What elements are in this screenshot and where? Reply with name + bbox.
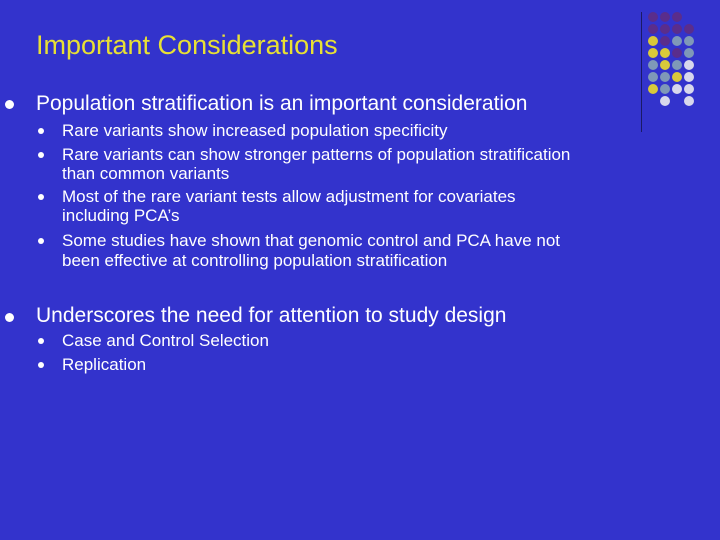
dot — [684, 60, 694, 70]
sub-bullet-continuation: been effective at controlling population stratification — [62, 251, 448, 270]
dot — [648, 36, 658, 46]
dot — [660, 36, 670, 46]
dot — [648, 84, 658, 94]
bullet-item: Underscores the need for attention to study design — [36, 304, 507, 327]
dot — [648, 48, 658, 58]
sub-bullet-continuation: than common variants — [62, 164, 230, 183]
dot — [648, 72, 658, 82]
dot — [684, 72, 694, 82]
dot — [672, 12, 682, 22]
dot — [660, 84, 670, 94]
dot — [660, 24, 670, 34]
bullet-marker — [5, 100, 14, 109]
sub-bullet-item: Case and Control Selection — [62, 331, 269, 350]
dot — [684, 96, 694, 106]
sub-bullet-item: Rare variants show increased population specificity — [62, 121, 448, 140]
sub-bullet-item: Some studies have shown that genomic control and PCA have not — [62, 231, 561, 250]
dot — [648, 24, 658, 34]
sub-bullet-marker — [38, 152, 44, 158]
dot — [660, 72, 670, 82]
decorative-divider — [641, 12, 642, 132]
sub-bullet-item: Rare variants can show stronger patterns of population stratification — [62, 145, 571, 164]
sub-bullet-marker — [38, 128, 44, 134]
sub-bullet-continuation: including PCA’s — [62, 206, 180, 225]
sub-bullet-item: Most of the rare variant tests allow adjustment for covariates — [62, 187, 516, 206]
dot — [660, 96, 670, 106]
dot — [672, 84, 682, 94]
sub-bullet-marker — [38, 362, 44, 368]
sub-bullet-marker — [38, 338, 44, 344]
dot — [660, 60, 670, 70]
dot — [648, 60, 658, 70]
dot — [684, 48, 694, 58]
dot — [672, 48, 682, 58]
bullet-marker — [5, 313, 14, 322]
dot — [672, 72, 682, 82]
dot — [660, 48, 670, 58]
dot — [684, 84, 694, 94]
dot — [660, 12, 670, 22]
slide-title: Important Considerations — [36, 30, 338, 60]
dot — [684, 24, 694, 34]
dot — [672, 60, 682, 70]
sub-bullet-marker — [38, 238, 44, 244]
dot — [684, 36, 694, 46]
bullet-item: Population stratification is an important consideration — [36, 92, 528, 115]
dot — [672, 36, 682, 46]
dot — [648, 12, 658, 22]
sub-bullet-item: Replication — [62, 355, 147, 374]
dot — [672, 24, 682, 34]
sub-bullet-marker — [38, 194, 44, 200]
